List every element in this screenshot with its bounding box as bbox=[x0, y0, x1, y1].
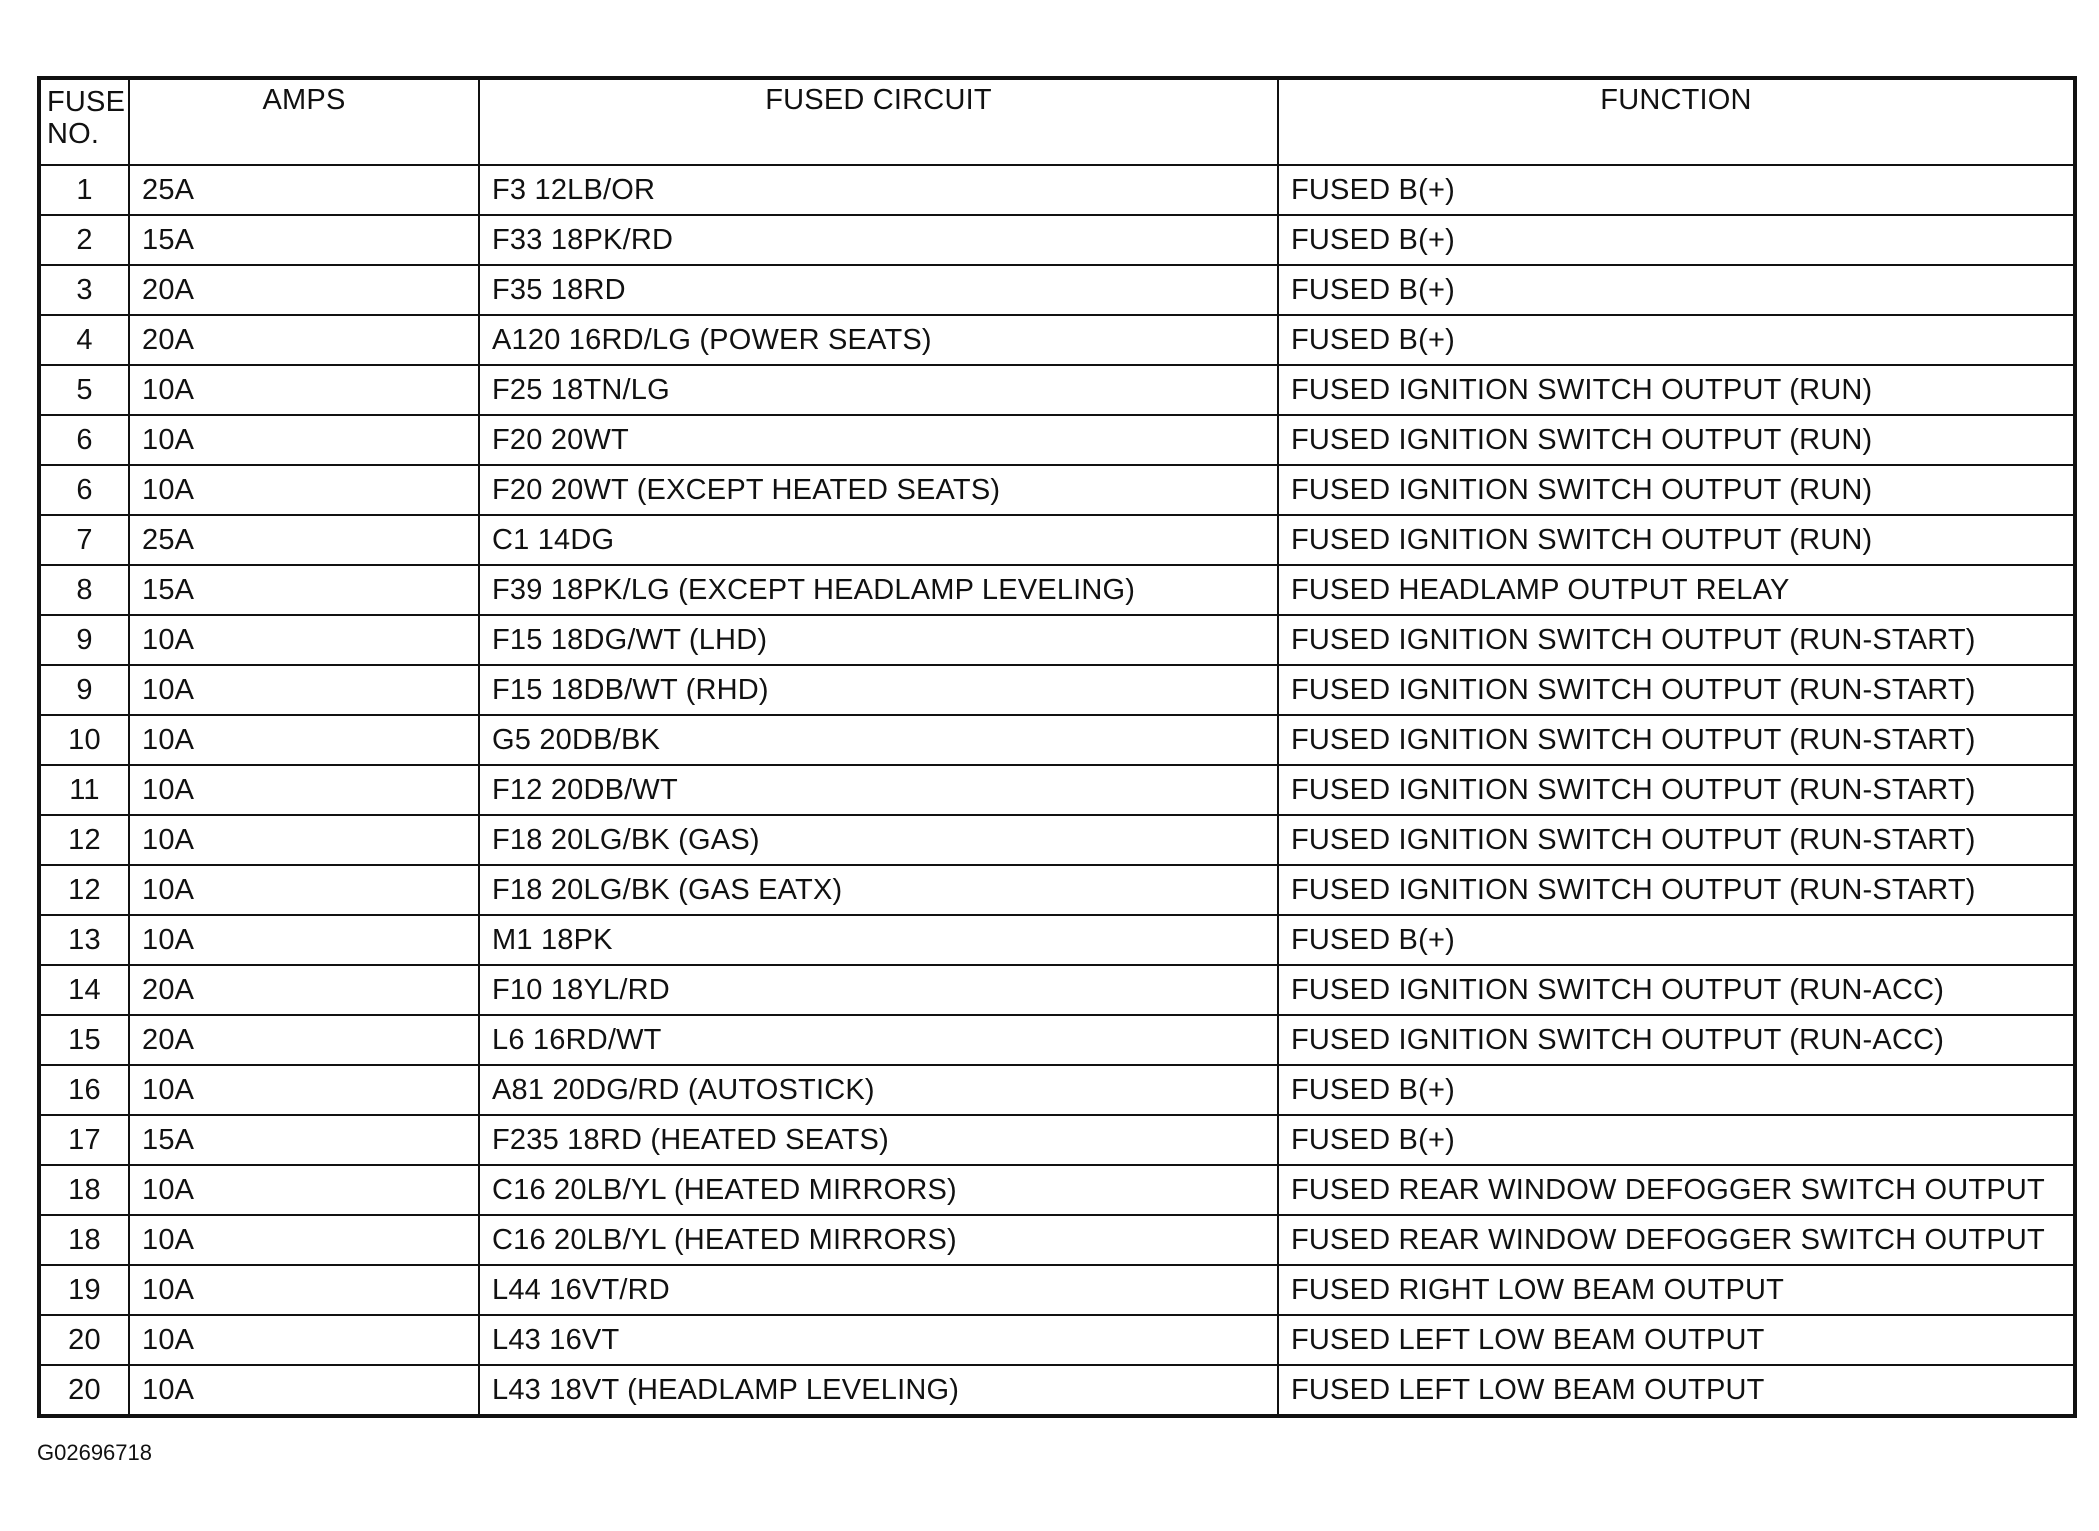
fuse-number-cell: 16 bbox=[39, 1065, 129, 1115]
table-row bbox=[39, 465, 2075, 515]
amps-cell: 10A bbox=[129, 1165, 479, 1215]
fused-circuit-cell: F20 20WT (EXCEPT HEATED SEATS) bbox=[479, 465, 1278, 515]
table-row bbox=[39, 1165, 2075, 1215]
function-cell: FUSED IGNITION SWITCH OUTPUT (RUN-START) bbox=[1278, 615, 2075, 665]
table-header bbox=[39, 78, 2075, 165]
function-cell: FUSED IGNITION SWITCH OUTPUT (RUN) bbox=[1278, 365, 2075, 415]
table-row bbox=[39, 815, 2075, 865]
table-row bbox=[39, 1315, 2075, 1365]
fused-circuit-cell: A81 20DG/RD (AUTOSTICK) bbox=[479, 1065, 1278, 1115]
fused-circuit-cell: F15 18DB/WT (RHD) bbox=[479, 665, 1278, 715]
fused-circuit-cell: A120 16RD/LG (POWER SEATS) bbox=[479, 315, 1278, 365]
function-cell: FUSED IGNITION SWITCH OUTPUT (RUN-START) bbox=[1278, 815, 2075, 865]
fuse-number-cell: 9 bbox=[39, 665, 129, 715]
fused-circuit-cell: F39 18PK/LG (EXCEPT HEADLAMP LEVELING) bbox=[479, 565, 1278, 615]
header-fuse-no-line1: FUSE bbox=[47, 86, 126, 118]
table-row bbox=[39, 415, 2075, 465]
fuse-number-cell: 7 bbox=[39, 515, 129, 565]
fuse-number-cell: 6 bbox=[39, 465, 129, 515]
fuse-number-cell: 15 bbox=[39, 1015, 129, 1065]
amps-cell: 10A bbox=[129, 465, 479, 515]
function-cell: FUSED IGNITION SWITCH OUTPUT (RUN-ACC) bbox=[1278, 965, 2075, 1015]
table-row bbox=[39, 365, 2075, 415]
amps-cell: 20A bbox=[129, 265, 479, 315]
amps-cell: 20A bbox=[129, 965, 479, 1015]
fused-circuit-cell: F12 20DB/WT bbox=[479, 765, 1278, 815]
fused-circuit-cell: F235 18RD (HEATED SEATS) bbox=[479, 1115, 1278, 1165]
function-cell: FUSED HEADLAMP OUTPUT RELAY bbox=[1278, 565, 2075, 615]
function-cell: FUSED B(+) bbox=[1278, 315, 2075, 365]
function-cell: FUSED IGNITION SWITCH OUTPUT (RUN-ACC) bbox=[1278, 1015, 2075, 1065]
amps-cell: 10A bbox=[129, 1315, 479, 1365]
fused-circuit-cell: F20 20WT bbox=[479, 415, 1278, 465]
fuse-number-cell: 8 bbox=[39, 565, 129, 615]
header-fuse-no-line2: NO. bbox=[47, 118, 100, 151]
fused-circuit-cell: F3 12LB/OR bbox=[479, 165, 1278, 215]
function-cell: FUSED B(+) bbox=[1278, 265, 2075, 315]
function-cell: FUSED REAR WINDOW DEFOGGER SWITCH OUTPUT bbox=[1278, 1165, 2075, 1215]
function-cell: FUSED IGNITION SWITCH OUTPUT (RUN) bbox=[1278, 465, 2075, 515]
fused-circuit-cell: C1 14DG bbox=[479, 515, 1278, 565]
fuse-number-cell: 20 bbox=[39, 1365, 129, 1416]
function-cell: FUSED RIGHT LOW BEAM OUTPUT bbox=[1278, 1265, 2075, 1315]
amps-cell: 10A bbox=[129, 765, 479, 815]
function-cell: FUSED IGNITION SWITCH OUTPUT (RUN) bbox=[1278, 415, 2075, 465]
fuse-number-cell: 18 bbox=[39, 1215, 129, 1265]
table-row bbox=[39, 165, 2075, 215]
table-row bbox=[39, 915, 2075, 965]
fuse-table bbox=[37, 76, 2077, 1418]
amps-cell: 10A bbox=[129, 365, 479, 415]
fused-circuit-cell: F35 18RD bbox=[479, 265, 1278, 315]
fused-circuit-cell: F15 18DG/WT (LHD) bbox=[479, 615, 1278, 665]
figure-id: G02696718 bbox=[37, 1440, 152, 1465]
amps-cell: 10A bbox=[129, 815, 479, 865]
function-cell: FUSED IGNITION SWITCH OUTPUT (RUN) bbox=[1278, 515, 2075, 565]
table-body bbox=[39, 165, 2075, 1416]
fuse-number-cell: 4 bbox=[39, 315, 129, 365]
table-row bbox=[39, 1015, 2075, 1065]
fuse-number-cell: 12 bbox=[39, 815, 129, 865]
fuse-number-cell: 6 bbox=[39, 415, 129, 465]
fused-circuit-cell: L43 16VT bbox=[479, 1315, 1278, 1365]
amps-cell: 10A bbox=[129, 1365, 479, 1416]
function-cell: FUSED IGNITION SWITCH OUTPUT (RUN-START) bbox=[1278, 865, 2075, 915]
table-row bbox=[39, 1065, 2075, 1115]
amps-cell: 10A bbox=[129, 615, 479, 665]
amps-cell: 15A bbox=[129, 565, 479, 615]
function-cell: FUSED IGNITION SWITCH OUTPUT (RUN-START) bbox=[1278, 715, 2075, 765]
fused-circuit-cell: F18 20LG/BK (GAS EATX) bbox=[479, 865, 1278, 915]
fuse-number-cell: 17 bbox=[39, 1115, 129, 1165]
amps-cell: 10A bbox=[129, 665, 479, 715]
header-row bbox=[39, 78, 2075, 165]
header-fuse-no bbox=[39, 78, 129, 165]
function-cell: FUSED REAR WINDOW DEFOGGER SWITCH OUTPUT bbox=[1278, 1215, 2075, 1265]
amps-cell: 10A bbox=[129, 1265, 479, 1315]
fused-circuit-cell: G5 20DB/BK bbox=[479, 715, 1278, 765]
table-row bbox=[39, 1265, 2075, 1315]
table-row bbox=[39, 965, 2075, 1015]
table-row bbox=[39, 715, 2075, 765]
table-row bbox=[39, 265, 2075, 315]
fuse-number-cell: 2 bbox=[39, 215, 129, 265]
fuse-number-cell: 3 bbox=[39, 265, 129, 315]
table-row bbox=[39, 665, 2075, 715]
function-cell: FUSED LEFT LOW BEAM OUTPUT bbox=[1278, 1365, 2075, 1416]
fuse-number-cell: 5 bbox=[39, 365, 129, 415]
function-cell: FUSED B(+) bbox=[1278, 215, 2075, 265]
fused-circuit-cell: L44 16VT/RD bbox=[479, 1265, 1278, 1315]
amps-cell: 25A bbox=[129, 165, 479, 215]
fused-circuit-cell: F33 18PK/RD bbox=[479, 215, 1278, 265]
amps-cell: 10A bbox=[129, 1065, 479, 1115]
function-cell: FUSED B(+) bbox=[1278, 1065, 2075, 1115]
fuse-number-cell: 19 bbox=[39, 1265, 129, 1315]
table-row bbox=[39, 1365, 2075, 1416]
fuse-number-cell: 13 bbox=[39, 915, 129, 965]
amps-cell: 10A bbox=[129, 415, 479, 465]
function-cell: FUSED B(+) bbox=[1278, 915, 2075, 965]
table-row bbox=[39, 515, 2075, 565]
header-fused-circuit: FUSED CIRCUIT bbox=[479, 78, 1278, 165]
table-row bbox=[39, 1115, 2075, 1165]
fuse-number-cell: 12 bbox=[39, 865, 129, 915]
fused-circuit-cell: M1 18PK bbox=[479, 915, 1278, 965]
fused-circuit-cell: F18 20LG/BK (GAS) bbox=[479, 815, 1278, 865]
function-cell: FUSED B(+) bbox=[1278, 165, 2075, 215]
amps-cell: 10A bbox=[129, 865, 479, 915]
fused-circuit-cell: L43 18VT (HEADLAMP LEVELING) bbox=[479, 1365, 1278, 1416]
table-row bbox=[39, 215, 2075, 265]
fuse-number-cell: 20 bbox=[39, 1315, 129, 1365]
amps-cell: 15A bbox=[129, 215, 479, 265]
amps-cell: 25A bbox=[129, 515, 479, 565]
amps-cell: 10A bbox=[129, 915, 479, 965]
fused-circuit-cell: C16 20LB/YL (HEATED MIRRORS) bbox=[479, 1215, 1278, 1265]
table-row bbox=[39, 615, 2075, 665]
fuse-number-cell: 10 bbox=[39, 715, 129, 765]
function-cell: FUSED B(+) bbox=[1278, 1115, 2075, 1165]
amps-cell: 20A bbox=[129, 315, 479, 365]
table-row bbox=[39, 565, 2075, 615]
table-row bbox=[39, 865, 2075, 915]
function-cell: FUSED IGNITION SWITCH OUTPUT (RUN-START) bbox=[1278, 665, 2075, 715]
fused-circuit-cell: L6 16RD/WT bbox=[479, 1015, 1278, 1065]
amps-cell: 10A bbox=[129, 715, 479, 765]
fuse-number-cell: 1 bbox=[39, 165, 129, 215]
amps-cell: 15A bbox=[129, 1115, 479, 1165]
table-row bbox=[39, 1215, 2075, 1265]
fused-circuit-cell: C16 20LB/YL (HEATED MIRRORS) bbox=[479, 1165, 1278, 1215]
function-cell: FUSED IGNITION SWITCH OUTPUT (RUN-START) bbox=[1278, 765, 2075, 815]
table-row bbox=[39, 315, 2075, 365]
fuse-number-cell: 18 bbox=[39, 1165, 129, 1215]
fuse-number-cell: 9 bbox=[39, 615, 129, 665]
table-row bbox=[39, 765, 2075, 815]
fuse-number-cell: 11 bbox=[39, 765, 129, 815]
amps-cell: 10A bbox=[129, 1215, 479, 1265]
header-function: FUNCTION bbox=[1278, 78, 2075, 165]
function-cell: FUSED LEFT LOW BEAM OUTPUT bbox=[1278, 1315, 2075, 1365]
fused-circuit-cell: F25 18TN/LG bbox=[479, 365, 1278, 415]
amps-cell: 20A bbox=[129, 1015, 479, 1065]
fused-circuit-cell: F10 18YL/RD bbox=[479, 965, 1278, 1015]
header-amps: AMPS bbox=[129, 78, 479, 165]
fuse-number-cell: 14 bbox=[39, 965, 129, 1015]
